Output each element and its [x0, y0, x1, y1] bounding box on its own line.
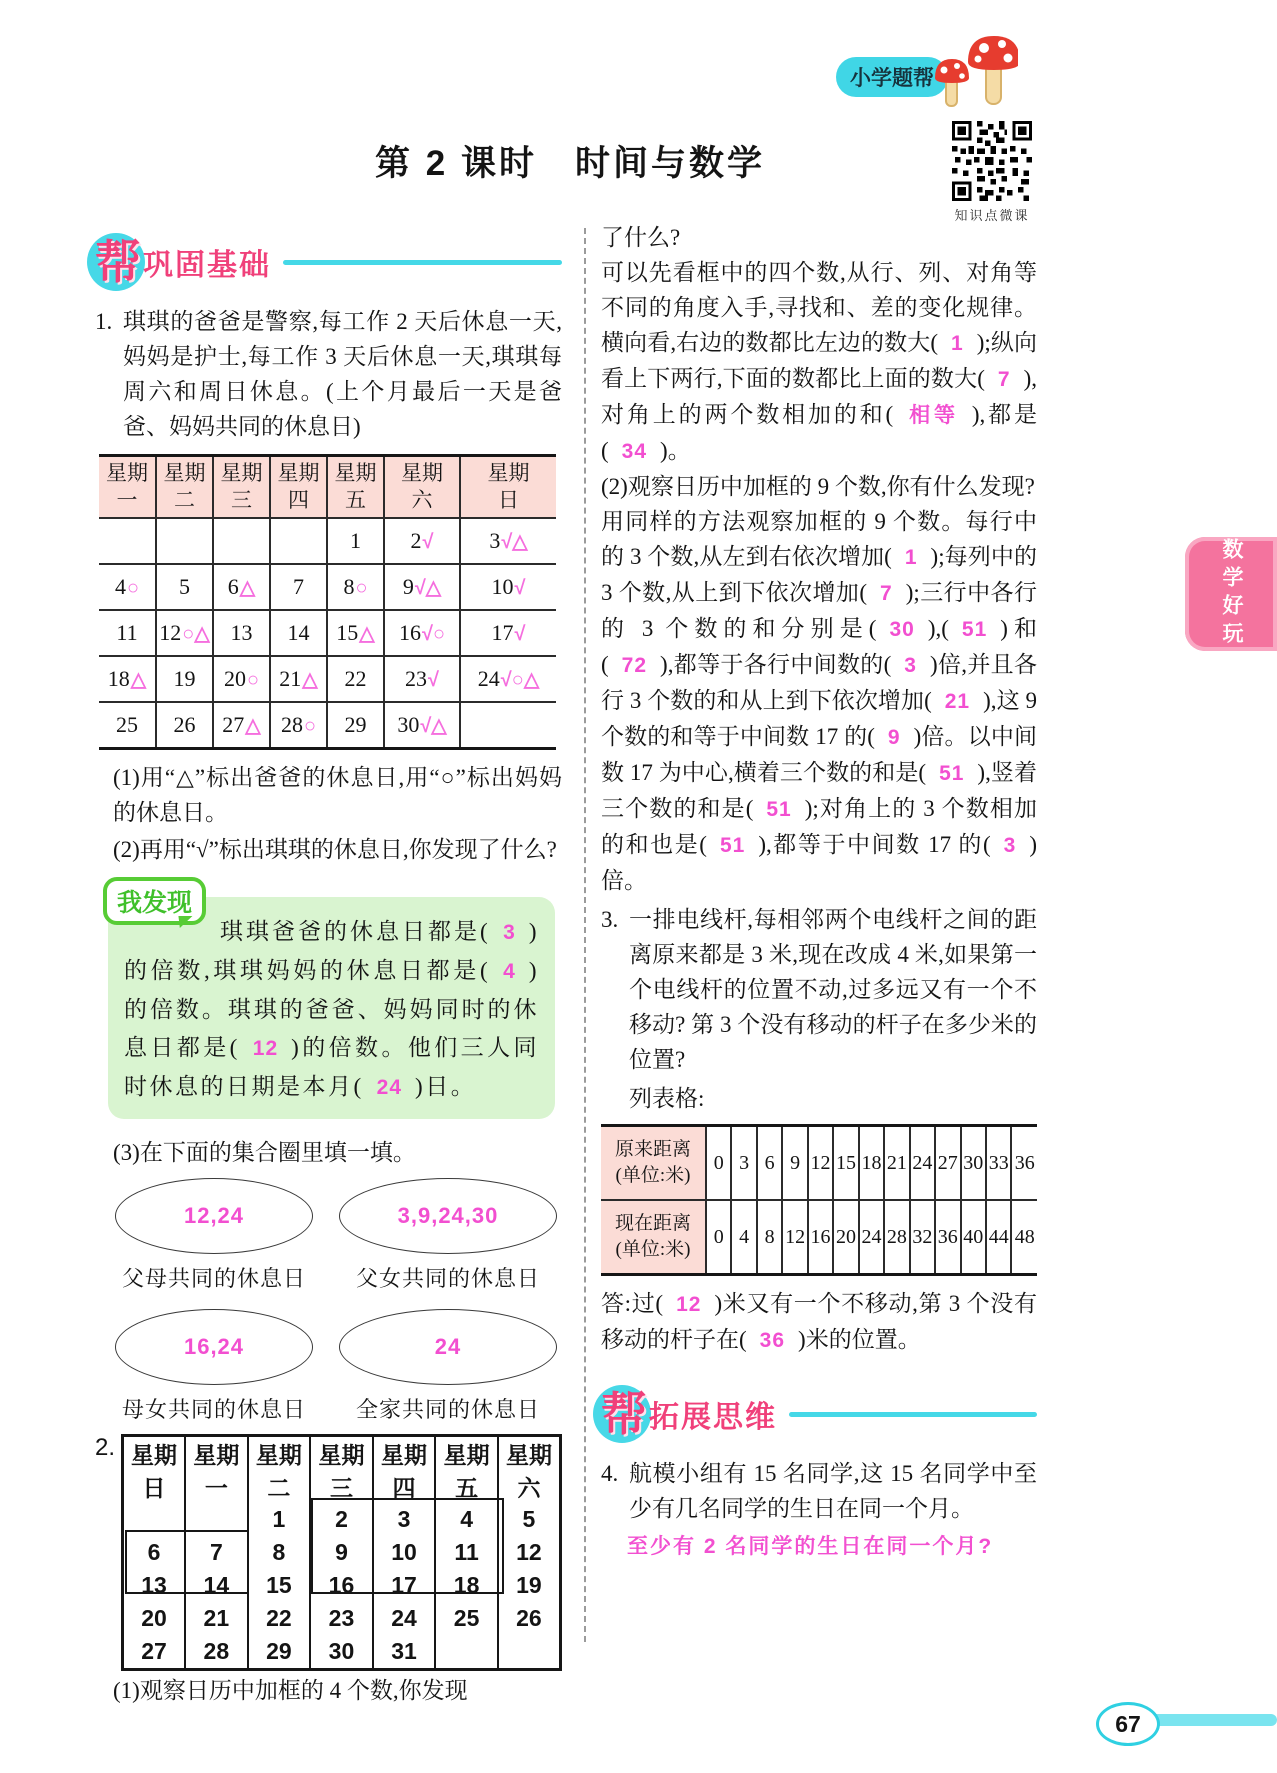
handwritten-answer: 相等: [906, 404, 959, 427]
calendar-cell: 13: [141, 1572, 167, 1598]
calendar-cell: 10: [373, 1536, 436, 1569]
section-header-consolidate: [95, 230, 562, 294]
handwritten-mark: √○△: [500, 669, 540, 691]
calendar-cell: 25: [435, 1602, 498, 1635]
calendar-cell: 28: [185, 1635, 248, 1670]
q2-sub2: (2)观察日历中加框的 9 个数,你有什么发现?: [601, 474, 1035, 499]
calendar-row: [123, 1602, 561, 1635]
calendar-cell: 5: [156, 564, 213, 610]
calendar-cell: 9: [310, 1536, 373, 1569]
calendar-row: [99, 518, 556, 564]
table-cell: 0: [706, 1200, 731, 1275]
calendar-cell: 15△: [327, 610, 384, 656]
handwritten-answer: 7: [997, 368, 1011, 391]
weekday-header-cell: 星期 四: [270, 456, 327, 519]
table-cell: 48: [1011, 1200, 1037, 1275]
calendar-cell: 19: [498, 1569, 561, 1602]
calendar-cell: 11: [435, 1536, 498, 1569]
handwritten-mark: △: [130, 669, 147, 691]
calendar-cell: 1: [248, 1503, 311, 1536]
handwritten-mark: √: [514, 623, 526, 645]
handwritten-mark: √: [514, 577, 526, 599]
calendar-cell: 9√△: [384, 564, 460, 610]
handwritten-answer: 12: [252, 1037, 279, 1060]
calendar-cell: 29: [248, 1635, 311, 1670]
set-parents: [115, 1178, 313, 1293]
table-cell: 33: [986, 1126, 1011, 1201]
question-text: 一排电线杆,每相邻两个电线杆之间的距离原来都是 3 米,现在改成 4 米,如果第一个电线杆的位置不动,过多远又有一个不移动? 第 3 个没有移动的杆子在多少米的位置?: [629, 907, 1037, 1072]
question-1: [95, 304, 562, 444]
weekday-header-cell: 星期三: [310, 1436, 373, 1504]
highlight-frame-2x2: [125, 1530, 249, 1594]
handwritten-answer: 51: [961, 618, 988, 641]
set-label: 父母共同的休息日: [121, 1266, 306, 1291]
table-cell: 8: [757, 1200, 782, 1275]
calendar-cell: 17: [373, 1569, 436, 1602]
weekday-header-cell: 星期 二: [156, 456, 213, 519]
handwritten-answer: 36: [759, 1329, 786, 1352]
table-cell: 3: [731, 1126, 756, 1201]
handwritten-answer: 21: [944, 690, 971, 713]
calendar-cell: 14: [270, 610, 327, 656]
table-cell: 9: [782, 1126, 807, 1201]
table-cell: 16: [808, 1200, 833, 1275]
calendar-cell: 18△: [99, 656, 156, 702]
calendar-cell: 22: [327, 656, 384, 702]
calendar-cell: [460, 702, 556, 749]
calendar-cell: 4: [435, 1503, 498, 1536]
handwritten-answer: 16,24: [183, 1334, 245, 1359]
question-4: [601, 1456, 1037, 1526]
table-cell: 24: [910, 1126, 935, 1201]
table-cell: 12: [808, 1126, 833, 1201]
handwritten-mark: △: [245, 715, 261, 737]
question-2: [95, 1434, 562, 1671]
calendar-cell: 13: [213, 610, 270, 656]
calendar-cell: 28○: [270, 702, 327, 749]
table-cell: 36: [935, 1200, 960, 1275]
handwritten-mark: △: [359, 623, 375, 645]
handwritten-mark: √△: [414, 577, 442, 599]
handwritten-answer: 9: [887, 726, 901, 749]
handwritten-answer: 34: [621, 440, 648, 463]
set-label: 母女共同的休息日: [121, 1397, 306, 1422]
handwritten-answer: 1: [904, 546, 918, 569]
table-cell: 20: [833, 1200, 858, 1275]
calendar-cell: 20: [141, 1605, 167, 1631]
question-number: 3.: [601, 907, 619, 932]
calendar-cell: 10√: [460, 564, 556, 610]
set-ellipse: [339, 1309, 557, 1385]
q1-sub1: (1)用“△”标出爸爸的休息日,用“○”标出妈妈的休息日。: [113, 765, 562, 825]
table-cell: 21: [884, 1126, 909, 1201]
calendar-cell: 6△: [213, 564, 270, 610]
brand-badge: [836, 57, 948, 97]
handwritten-mark: ○: [126, 577, 140, 599]
calendar-cell: 27△: [213, 702, 270, 749]
column-divider: [584, 228, 586, 1642]
calendar-cell: 15: [248, 1569, 311, 1602]
table-cell: 36: [1011, 1126, 1037, 1201]
handwritten-mark: √△: [501, 531, 528, 553]
table-cell: 27: [935, 1126, 960, 1201]
section-title: 拓展思维: [649, 1401, 777, 1434]
calendar-cell: 24√○△: [460, 656, 556, 702]
handwritten-answer: 3: [1003, 834, 1017, 857]
weekday-header-cell: 星期二: [248, 1436, 311, 1504]
calendar-cell: [156, 518, 213, 564]
calendar-row: [99, 564, 556, 610]
section-rule: [283, 260, 562, 265]
calendar-row: [123, 1635, 561, 1670]
page-number: 67: [1096, 1702, 1160, 1746]
handwritten-answer: 24: [376, 1076, 403, 1099]
handwritten-answer: 51: [719, 834, 746, 857]
calendar-cell: 29: [327, 702, 384, 749]
handwritten-answer: 24: [434, 1334, 462, 1359]
calendar-cell: 30√△: [384, 702, 460, 749]
table-row: [601, 1200, 1037, 1275]
calendar-cell: 18: [435, 1569, 498, 1602]
set-ellipse: [339, 1178, 557, 1254]
highlight-frame-3x3: [311, 1498, 504, 1594]
handwritten-mark: √: [428, 669, 439, 691]
calendar-cell: 2: [310, 1503, 373, 1536]
handwritten-mark: △: [302, 669, 318, 691]
q4-handwritten-answer: 至少有 2 名同学的生日在同一个月?: [627, 1535, 994, 1558]
table-cell: 28: [884, 1200, 909, 1275]
weekday-header-cell: 星期五: [435, 1436, 498, 1504]
handwritten-answer: 51: [939, 762, 965, 785]
calendar-cell: 19: [156, 656, 213, 702]
distance-table: [601, 1124, 1037, 1276]
calendar-cell: 16√○: [384, 610, 460, 656]
calendar-cell: 1: [327, 518, 384, 564]
calendar-cell: 30: [310, 1635, 373, 1670]
handwritten-answer: 1: [951, 332, 964, 355]
calendar-cell: 8○: [327, 564, 384, 610]
set-father-daughter: [339, 1178, 557, 1293]
weekday-header-cell: 星期一: [185, 1436, 248, 1504]
left-column: [95, 230, 562, 1710]
set-ellipse: [115, 1309, 313, 1385]
handwritten-answer: 30: [889, 618, 915, 641]
handwritten-answer: 72: [621, 654, 648, 677]
qr-caption: 知识点微课: [954, 208, 1030, 223]
row-header-cell: 原来距离 (单位:米): [601, 1126, 706, 1201]
q2-sub1: (1)观察日历中加框的 4 个数,你发现: [113, 1678, 468, 1703]
calendar-row: [99, 610, 556, 656]
calendar-cell: 8: [248, 1536, 311, 1569]
q3-answer: 答:过( 12 )米又有一个不移动,第 3 个没有移动的杆子在( 36 )米的位置。: [601, 1291, 1037, 1352]
calendar-cell: 2√: [384, 518, 460, 564]
calendar-row: [99, 656, 556, 702]
weekday-header-cell: 星期六: [498, 1436, 561, 1504]
handwritten-mark: △: [239, 577, 256, 599]
calendar-cell: 14: [185, 1569, 248, 1602]
handwritten-mark: √△: [420, 715, 447, 737]
calendar-cell: 26: [156, 702, 213, 749]
mushroom-icon: [934, 32, 1018, 112]
q1-sub2: (2)再用“√”标出琪琪的休息日,你发现了什么?: [113, 837, 557, 862]
handwritten-answer: 12: [676, 1293, 702, 1316]
question-number: 2.: [95, 1434, 116, 1461]
weekday-header-cell: 星期 五: [327, 456, 384, 519]
calendar-cell: [99, 518, 156, 564]
handwritten-mark: ○△: [182, 623, 210, 645]
discover-text: 琪琪爸爸的休息日都是( 3 )的倍数,琪琪妈妈的休息日都是( 4 )的倍数。琪琪的爸爸、妈妈同时的休息日都是( 12 )的倍数。他们三人同时休息的日期是本月( 24 )日。: [124, 919, 539, 1099]
handwritten-mark: √○: [421, 623, 446, 645]
question-3: [601, 902, 1037, 1077]
calendar-cell: 6: [147, 1539, 161, 1565]
table-cell: 40: [961, 1200, 986, 1275]
section-badge-char: 帮: [95, 236, 141, 288]
question-number: 1.: [95, 309, 113, 334]
calendar-cell: 4○: [99, 564, 156, 610]
set-mother-daughter: [115, 1309, 313, 1424]
calendar-cell: 20○: [213, 656, 270, 702]
calendar-cell: 31: [373, 1635, 436, 1670]
table-cell: 4: [731, 1200, 756, 1275]
question-number: 4.: [601, 1461, 619, 1486]
row-header-cell: 现在距离 (单位:米): [601, 1200, 706, 1275]
handwritten-answer: 51: [766, 798, 792, 821]
calendar-cell: 7: [270, 564, 327, 610]
weekday-header-cell: 星期 一: [99, 456, 156, 519]
calendar-cell: 12○△: [156, 610, 213, 656]
set-label: 父女共同的休息日: [355, 1266, 540, 1291]
right-column: [601, 220, 1037, 1560]
discover-box: [108, 889, 555, 1119]
brand-label: 小学题帮: [850, 67, 934, 90]
set-label: 全家共同的休息日: [355, 1397, 540, 1422]
set-ellipse: [115, 1178, 313, 1254]
section-header-expand: [601, 1382, 1037, 1446]
calendar-cell: 3: [373, 1503, 436, 1536]
side-tab-math-fun: [1185, 537, 1277, 651]
sets-grid: [115, 1178, 562, 1424]
calendar-cell: 21△: [270, 656, 327, 702]
section-rule: [789, 1412, 1037, 1417]
handwritten-answer: 3: [503, 921, 516, 944]
calendar-cell: 5: [498, 1503, 561, 1536]
calendar-cell: 12: [498, 1536, 561, 1569]
side-tab-label: 数学好玩: [1220, 538, 1243, 650]
continuation-text: 了什么?: [601, 225, 681, 250]
handwritten-mark: ○: [303, 715, 317, 737]
calendar-table-1: [99, 454, 556, 750]
q1-sub3: (3)在下面的集合圈里填一填。: [113, 1140, 416, 1165]
calendar-cell: 24: [373, 1602, 436, 1635]
calendar-row: [99, 702, 556, 749]
table-cell: 24: [859, 1200, 884, 1275]
calendar-cell: 27: [141, 1638, 167, 1664]
calendar-cell: 16: [310, 1569, 373, 1602]
handwritten-mark: √: [422, 531, 434, 553]
handwritten-mark: ○: [355, 577, 368, 599]
table-cell: 18: [859, 1126, 884, 1201]
table-cell: 32: [910, 1200, 935, 1275]
calendar-cell: 22: [248, 1602, 311, 1635]
section-title: 巩固基础: [143, 249, 271, 282]
calendar-cell: 3√△: [460, 518, 556, 564]
weekday-header-cell: 星期 三: [213, 456, 270, 519]
calendar-cell: 26: [498, 1602, 561, 1635]
question-text: 琪琪的爸爸是警察,每工作 2 天后休息一天,妈妈是护士,每工作 3 天后休息一天,琪琪每周六和周日休息。(上个月最后一天是爸爸、妈妈共同的休息日): [123, 309, 562, 439]
question-text: 航模小组有 15 名同学,这 15 名同学中至少有几名同学的生日在同一个月。: [629, 1461, 1037, 1521]
calendar-cell: 23: [310, 1602, 373, 1635]
analysis-paragraph-2: 用同样的方法观察加框的 9 个数。每行中的 3 个数,从左到右依次增加( 1 );每列中的 3 个数,从上到下依次增加( 7 );三行中各行的 3 个数的和分别是( 30 ),( 51 )和( 72 ),都等于各行中间数的( 3 )倍,并且各行 3 个数的和从上到下依次增加( 21 ),这 9 个数的和等于中间数 17 的( 9 )倍。以中间数 17 为中心,横着三个数的和是( 51 ),竖着三个数的和是( 51 );对角上的 3 个数相加的和也是( 51 ),都等于中间数 17 的( 3 )倍。: [601, 509, 1037, 893]
calendar-cell: 21: [185, 1602, 248, 1635]
discover-label: 我发现: [103, 877, 206, 925]
table-cell: 15: [833, 1126, 858, 1201]
weekday-header-cell: 星期日: [131, 1442, 178, 1501]
calendar-cell: 7: [185, 1536, 248, 1569]
analysis-paragraph-1: 可以先看框中的四个数,从行、列、对角等不同的角度入手,寻找和、差的变化规律。横向看,右边的数都比左边的数大( 1 );纵向看上下两行,下面的数都比上面的数大( 7 ),对角上的两个数相加的和( 相等 ),都是( 34 )。: [601, 260, 1037, 463]
weekday-header-cell: 星期 六: [384, 456, 460, 519]
table-row: [601, 1126, 1037, 1201]
handwritten-mark: ○: [246, 669, 260, 691]
calendar-cell: 25: [99, 702, 156, 749]
table-cell: 0: [706, 1126, 731, 1201]
section-badge-char: 帮: [601, 1388, 647, 1440]
weekday-header-cell: 星期四: [373, 1436, 436, 1504]
table-caption: 列表格:: [629, 1086, 705, 1111]
set-whole-family: [339, 1309, 557, 1424]
table-cell: 30: [961, 1126, 986, 1201]
calendar-cell: [435, 1635, 498, 1670]
calendar-cell: 17√: [460, 610, 556, 656]
table-cell: 6: [757, 1126, 782, 1201]
weekday-header-cell: 星期 日: [460, 456, 556, 519]
calendar-cell: [213, 518, 270, 564]
handwritten-answer: 7: [880, 582, 893, 605]
page-title: 第 2 课时 时间与数学: [375, 144, 765, 183]
table-cell: 44: [986, 1200, 1011, 1275]
qr-code-icon: [952, 121, 1032, 201]
calendar-cell: [270, 518, 327, 564]
calendar-cell: 11: [99, 610, 156, 656]
handwritten-answer: 3,9,24,30: [397, 1203, 499, 1228]
calendar-cell: [498, 1635, 561, 1670]
calendar-2-wrapper: [121, 1434, 562, 1671]
handwritten-answer: 12,24: [183, 1203, 245, 1228]
table-cell: 12: [782, 1200, 807, 1275]
handwritten-answer: 4: [503, 960, 516, 983]
handwritten-answer: 3: [904, 654, 917, 677]
calendar-cell: 23√: [384, 656, 460, 702]
